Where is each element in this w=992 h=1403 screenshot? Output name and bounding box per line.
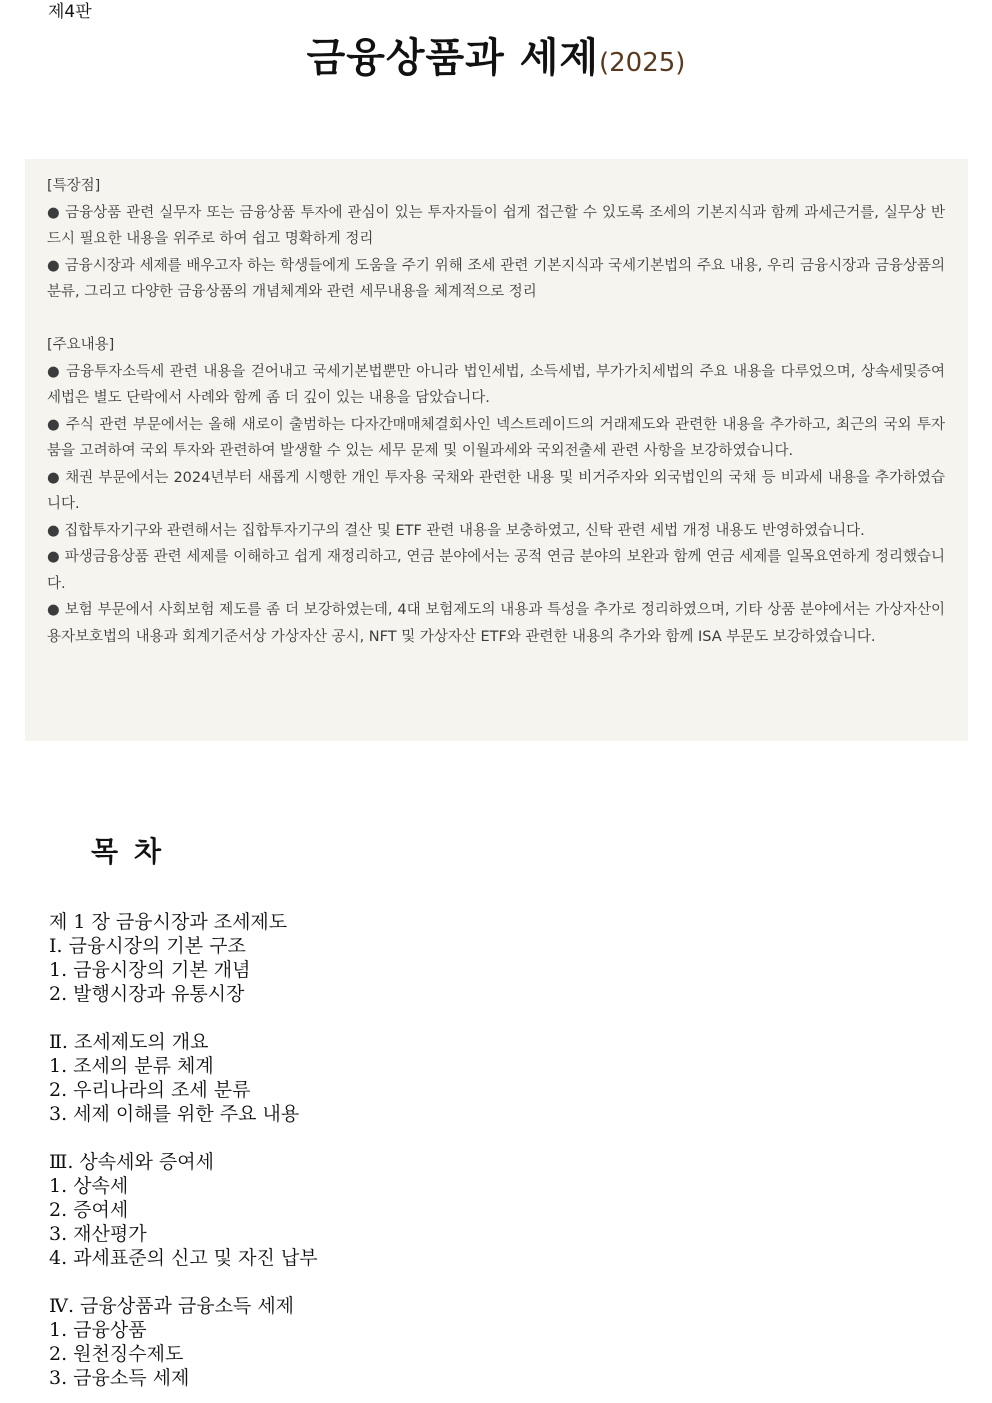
contents-summary-item: ● 집합투자기구와 관련해서는 집합투자기구의 결산 및 ETF 관련 내용을 보충하였고, 신탁 관련 세법 개정 내용도 반영하였습니다. bbox=[47, 522, 865, 539]
toc-item: 4. 과세표준의 신고 및 자진 납부 bbox=[49, 1247, 318, 1269]
toc-item: 1. 금융시장의 기본 개념 bbox=[49, 959, 251, 981]
contents-summary-heading: [주요내용] bbox=[47, 337, 115, 353]
feature-item: ● 금융시장과 세제를 배우고자 하는 학생들에게 도움을 주기 위해 조세 관련 기본지식과 국세기본법의 주요 내용, 우리 금융시장과 금융상품의 분류, 그리고 다양한 금융상품의 개념체계와 관련 세무내용을 체계적으로 정리 bbox=[47, 257, 945, 300]
features-box bbox=[25, 159, 968, 741]
toc-item: 2. 우리나라의 조세 분류 bbox=[49, 1079, 251, 1101]
toc-item: 2. 발행시장과 유통시장 bbox=[49, 983, 245, 1005]
toc-section-title: Ⅲ. 상속세와 증여세 bbox=[49, 1151, 214, 1173]
toc-chapter: 제 1 장 금융시장과 조세제도 bbox=[49, 911, 288, 933]
toc-item: 3. 세제 이해를 위한 주요 내용 bbox=[49, 1103, 300, 1125]
toc-item: 3. 재산평가 bbox=[49, 1223, 147, 1245]
edition-label: 제4판 bbox=[48, 2, 92, 22]
toc-section-title: Ⅱ. 조세제도의 개요 bbox=[49, 1031, 209, 1053]
features-heading: [특장점] bbox=[47, 178, 101, 194]
toc-item: 2. 증여세 bbox=[49, 1199, 129, 1221]
book-title-year: (2025) bbox=[598, 48, 686, 78]
book-title bbox=[0, 26, 992, 83]
toc-item: 2. 원천징수제도 bbox=[49, 1343, 184, 1365]
features-content bbox=[47, 173, 945, 650]
feature-item: ● 금융상품 관련 실무자 또는 금융상품 투자에 관심이 있는 투자자들이 쉽게 접근할 수 있도록 조세의 기본지식과 함께 과세근거를, 실무상 반드시 필요한 내용을 위주로 하여 쉽고 명확하게 정리 bbox=[47, 204, 945, 247]
toc-item: 1. 금융상품 bbox=[49, 1319, 147, 1341]
table-of-contents bbox=[49, 910, 318, 1390]
toc-item: 1. 조세의 분류 체계 bbox=[49, 1055, 214, 1077]
toc-item: 3. 금융소득 세제 bbox=[49, 1367, 190, 1389]
contents-summary-item: ● 주식 관련 부문에서는 올해 새로이 출범하는 다자간매매체결회사인 넥스트레이드의 거래제도와 관련한 내용을 추가하고, 최근의 국외 투자 붐을 고려하여 국외 투자와 관련하여 발생할 수 있는 세무 문제 및 이월과세와 국외전출세 관련 사항을 보강하였습니다. bbox=[47, 416, 945, 459]
contents-summary-item: ● 채권 부문에서는 2024년부터 새롭게 시행한 개인 투자용 국채와 관련한 내용 및 비거주자와 외국법인의 국채 등 비과세 내용을 추가하였습니다. bbox=[47, 469, 945, 512]
toc-section-title: Ⅳ. 금융상품과 금융소득 세제 bbox=[49, 1295, 295, 1317]
contents-summary-item: ● 파생금융상품 관련 세제를 이해하고 쉽게 재정리하고, 연금 분야에서는 공적 연금 분야의 보완과 함께 연금 세제를 일목요연하게 정리했습니다. bbox=[47, 549, 945, 592]
contents-summary-item: ● 보험 부문에서 사회보험 제도를 좀 더 보강하였는데, 4대 보험제도의 내용과 특성을 추가로 정리하였으며, 기타 상품 분야에서는 가상자산이용자보호법의 내용과 회계기준서상 가상자산 공시, NFT 및 가상자산 ETF와 관련한 내용의 추가와 함께 ISA 부문도 보강하였습니다. bbox=[47, 602, 945, 645]
toc-title: 목차 bbox=[91, 835, 178, 868]
book-title-main: 금융상품과 세제 bbox=[306, 35, 599, 81]
contents-summary-item: ● 금융투자소득세 관련 내용을 걷어내고 국세기본법뿐만 아니라 법인세법, 소득세법, 부가가치세법의 주요 내용을 다루었으며, 상속세및증여세법은 별도 단락에서 사례와 함께 좀 더 깊이 있는 내용을 담았습니다. bbox=[47, 363, 945, 406]
toc-item: 1. 상속세 bbox=[49, 1175, 129, 1197]
toc-section-title: Ⅰ. 금융시장의 기본 구조 bbox=[49, 935, 246, 957]
